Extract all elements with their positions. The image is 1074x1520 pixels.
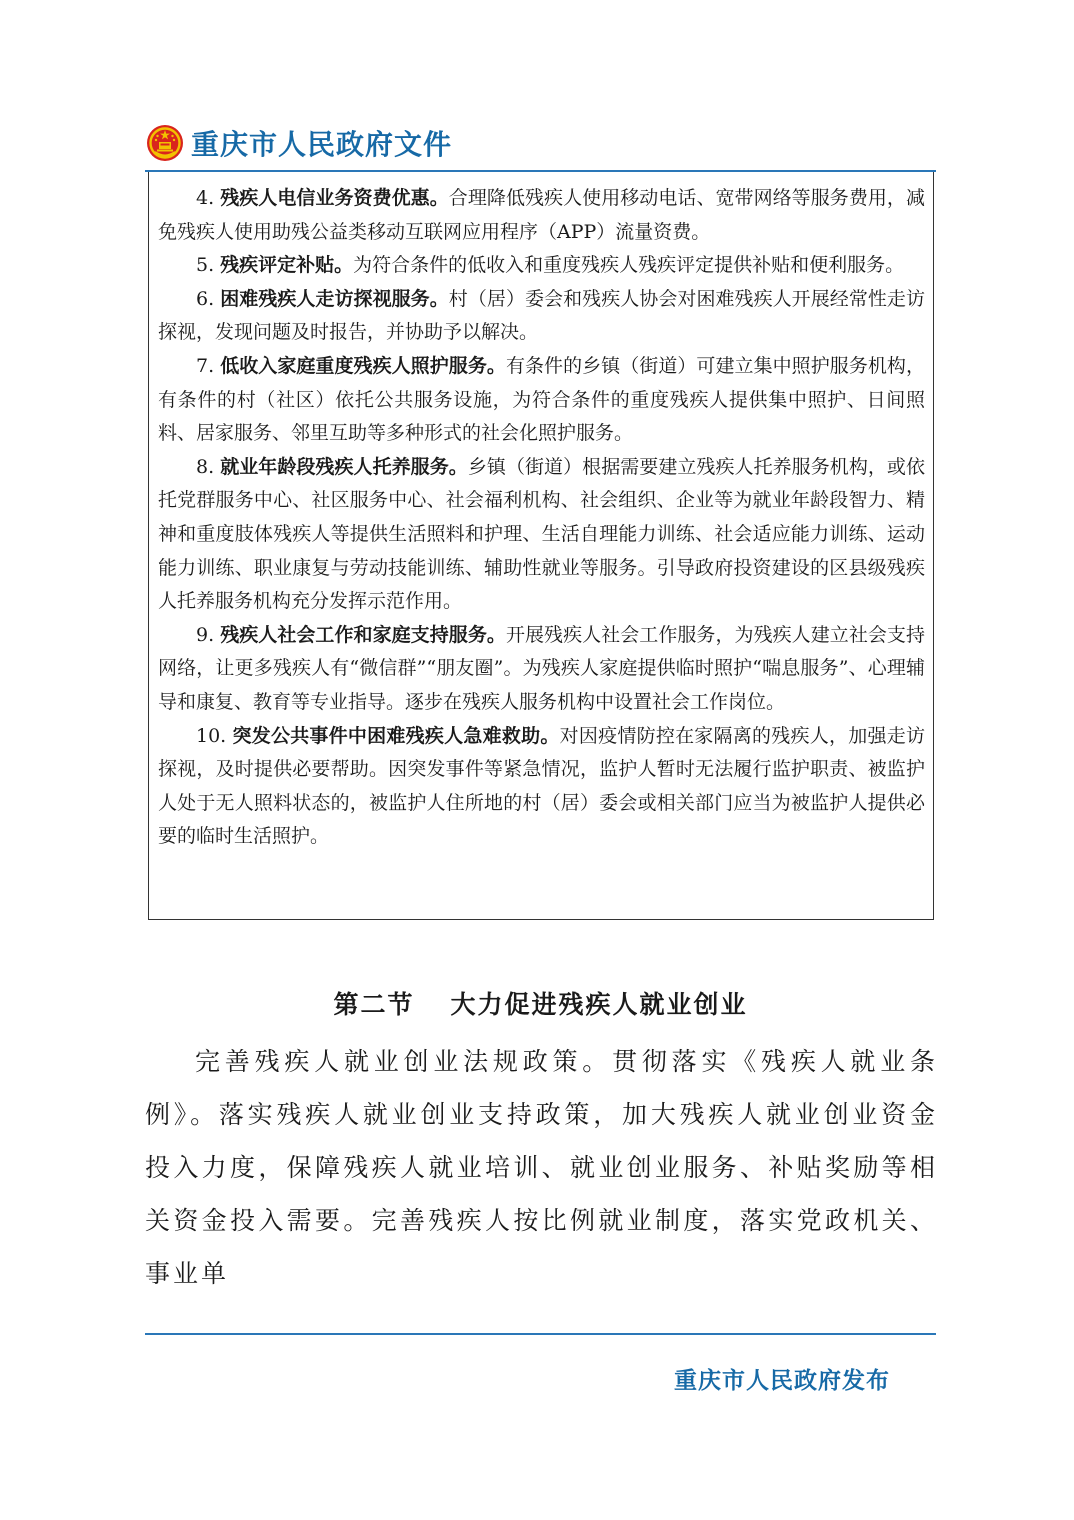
item-text: 村（居）委会和残疾人协会对困难残疾人开展经常性走访探视，发现问题及时报告，并协助予以解决。: [158, 287, 925, 344]
list-item: [158, 182, 925, 249]
item-text: 对因疫情防控在家隔离的残疾人，加强走访探视，及时提供必要帮助。因突发事件等紧急情况，监护人暂时无法履行监护职责、被监护人处于无人照料状态的，被监护人住所地的村（居）委会或相关部门应当为被监护人提供必要的临时生活照护。: [158, 724, 925, 848]
item-text: 合理降低残疾人使用移动电话、宽带网络等服务费用，减免残疾人使用助残公益类移动互联网应用程序（APP）流量资费。: [158, 187, 925, 243]
item-number: 6.: [196, 287, 215, 310]
section-heading: [145, 985, 936, 1021]
item-text: 为符合条件的低收入和重度残疾人残疾评定提供补贴和便利服务。: [353, 254, 905, 277]
list-item: [158, 720, 925, 854]
list-item: [158, 350, 925, 451]
section-title: 大力促进残疾人就业创业: [450, 990, 748, 1019]
item-number: 8.: [196, 455, 215, 478]
national-emblem-icon: [145, 123, 185, 163]
footer-publisher: 重庆市人民政府发布: [674, 1368, 890, 1394]
item-text: 有条件的乡镇（街道）可建立集中照护服务机构，有条件的村（社区）依托公共服务设施，为符合条件的重度残疾人提供集中照护、日间照料、居家服务、邻里互助等多种形式的社会化照护服务。: [158, 354, 925, 445]
header-title: 重庆市人民政府文件: [191, 128, 453, 161]
list-item: [158, 283, 925, 350]
item-number: 4.: [196, 187, 215, 209]
list-item: [158, 619, 925, 720]
item-heading: 残疾人电信业务资费优惠。: [220, 187, 449, 209]
item-text: 乡镇（街道）根据需要建立残疾人托养服务机构，或依托党群服务中心、社区服务中心、社会福利机构、社会组织、企业等为就业年龄段智力、精神和重度肢体残疾人等提供生活照料和护理、生活自理能力训练、社会适应能力训练、运动能力训练、职业康复与劳动技能训练、辅助性就业等服务。引导政府投资建设的区县级残疾人托养服务机构充分发挥示范作用。: [158, 455, 925, 613]
body-paragraph: 完善残疾人就业创业法规政策。贯彻落实《残疾人就业条例》。落实残疾人就业创业支持政策，加大残疾人就业创业资金投入力度，保障残疾人就业培训、就业创业服务、补贴奖励等相关资金投入需要。完善残疾人按比例就业制度，落实党政机关、事业单: [145, 1047, 938, 1288]
item-heading: 低收入家庭重度残疾人照护服务。: [220, 354, 506, 377]
section-number: 第二节: [333, 990, 415, 1019]
list-item: [158, 451, 925, 619]
item-heading: 就业年龄段残疾人托养服务。: [220, 455, 468, 478]
service-list-box: [148, 172, 934, 920]
item-number: 10.: [196, 724, 227, 747]
item-heading: 突发公共事件中困难残疾人急难救助。: [232, 724, 560, 747]
list-item: [158, 249, 925, 283]
footer-divider: [145, 1333, 936, 1335]
item-text: 开展残疾人社会工作服务，为残疾人建立社会支持网络，让更多残疾人有“微信群”“朋友圈”。为残疾人家庭提供临时照护“喘息服务”、心理辅导和康复、教育等专业指导。逐步在残疾人服务机构中设置社会工作岗位。: [158, 623, 925, 713]
item-number: 5.: [196, 254, 215, 277]
item-heading: 困难残疾人走访探视服务。: [220, 287, 449, 310]
document-header: [145, 118, 452, 168]
item-number: 9.: [196, 623, 215, 646]
item-number: 7.: [196, 354, 215, 377]
item-heading: 残疾人社会工作和家庭支持服务。: [220, 623, 506, 646]
item-heading: 残疾评定补贴。: [220, 254, 354, 277]
